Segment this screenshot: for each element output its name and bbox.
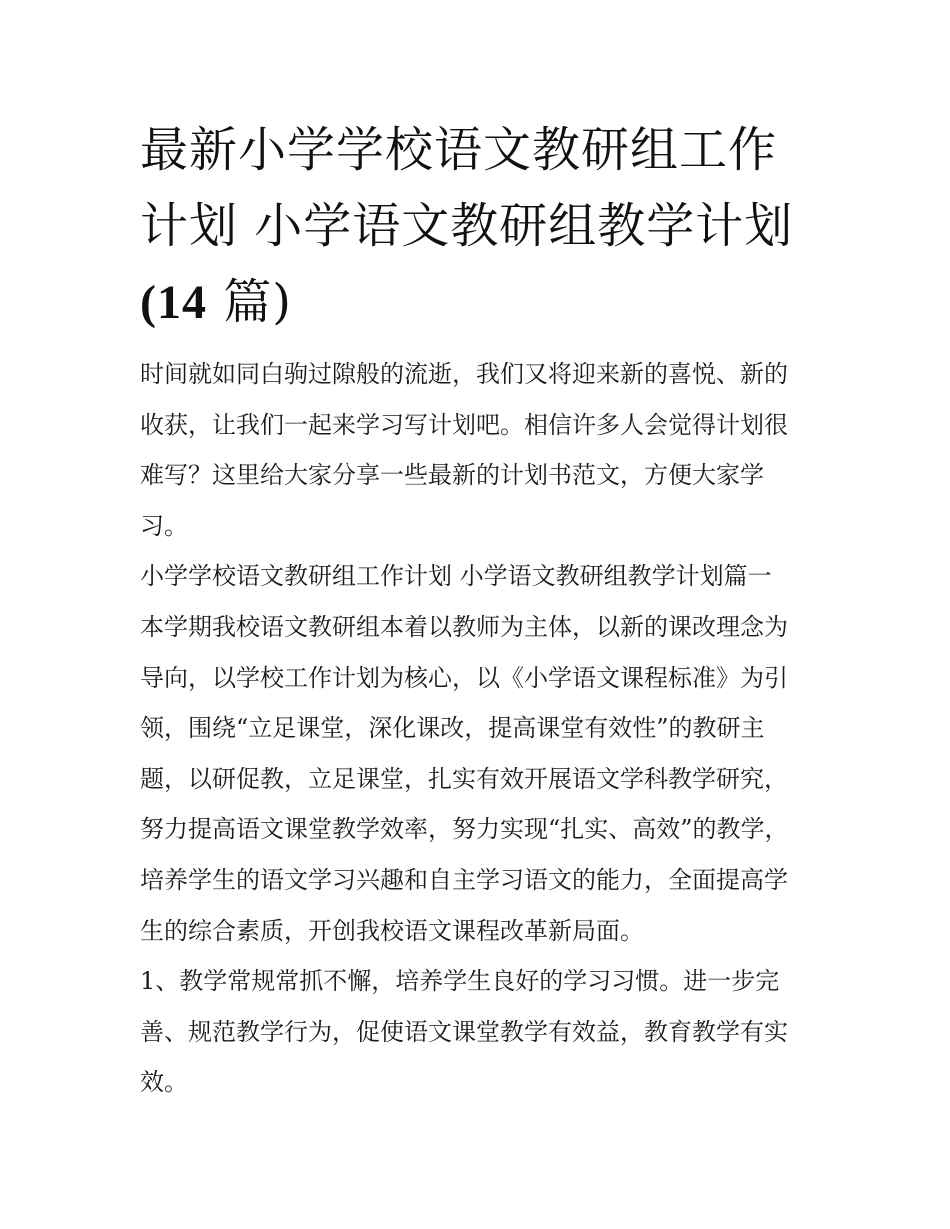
paragraph-body xyxy=(140,602,812,956)
paragraph-line: 生的综合素质，开创我校语文课程改革新局面。 xyxy=(140,916,644,945)
paragraph-line: 1、教学常规常抓不懈，培养学生良好的学习习惯。进一步完 xyxy=(140,967,780,996)
document-content xyxy=(140,112,812,1108)
paragraph-line: 难写？这里给大家分享一些最新的计划书范文，方便大家学 xyxy=(140,461,764,490)
paragraph-line: 领，围绕“立足课堂，深化课改，提高课堂有效性”的教研主 xyxy=(140,714,765,743)
title-line-end: 篇) xyxy=(223,274,292,330)
document-body xyxy=(140,349,812,1108)
paragraph-intro xyxy=(140,349,812,551)
paragraph-line: 培养学生的语文学习兴趣和自主学习语文的能力，全面提高学 xyxy=(140,865,788,894)
document-title xyxy=(140,112,812,341)
paragraph-line: 时间就如同白驹过隙般的流逝，我们又将迎来新的喜悦、新的 xyxy=(140,360,788,388)
paragraph-line: 努力提高语文课堂教学效率，努力实现“扎实、高效”的教学， xyxy=(140,815,789,844)
paragraph-line: 收获，让我们一起来学习写计划吧。相信许多人会觉得计划很 xyxy=(140,410,788,439)
paragraph-line: 导向，以学校工作计划为核心，以《小学语文课程标准》为引 xyxy=(140,663,788,692)
paragraph-line: 小学学校语文教研组工作计划 小学语文教研组教学计划篇一 xyxy=(140,562,772,591)
title-line xyxy=(140,264,812,341)
paragraph-list-item xyxy=(140,956,812,1108)
title-line: 计划 小学语文教研组教学计划 xyxy=(140,198,794,254)
paragraph-section-heading xyxy=(140,551,812,602)
paragraph-line: 效。 xyxy=(140,1068,188,1097)
paragraph-line: 本学期我校语文教研组本着以教师为主体，以新的课改理念为 xyxy=(140,612,788,641)
title-count: 14 xyxy=(156,276,207,329)
paragraph-line: 善、规范教学行为，促使语文课堂教学有效益，教育教学有实 xyxy=(140,1017,788,1046)
title-line: 最新小学学校语文教研组工作 xyxy=(140,122,778,178)
paragraph-line: 习。 xyxy=(140,511,188,540)
title-paren-open: ( xyxy=(140,276,157,329)
paragraph-line: 题，以研促教，立足课堂，扎实有效开展语文学科教学研究， xyxy=(140,764,788,793)
